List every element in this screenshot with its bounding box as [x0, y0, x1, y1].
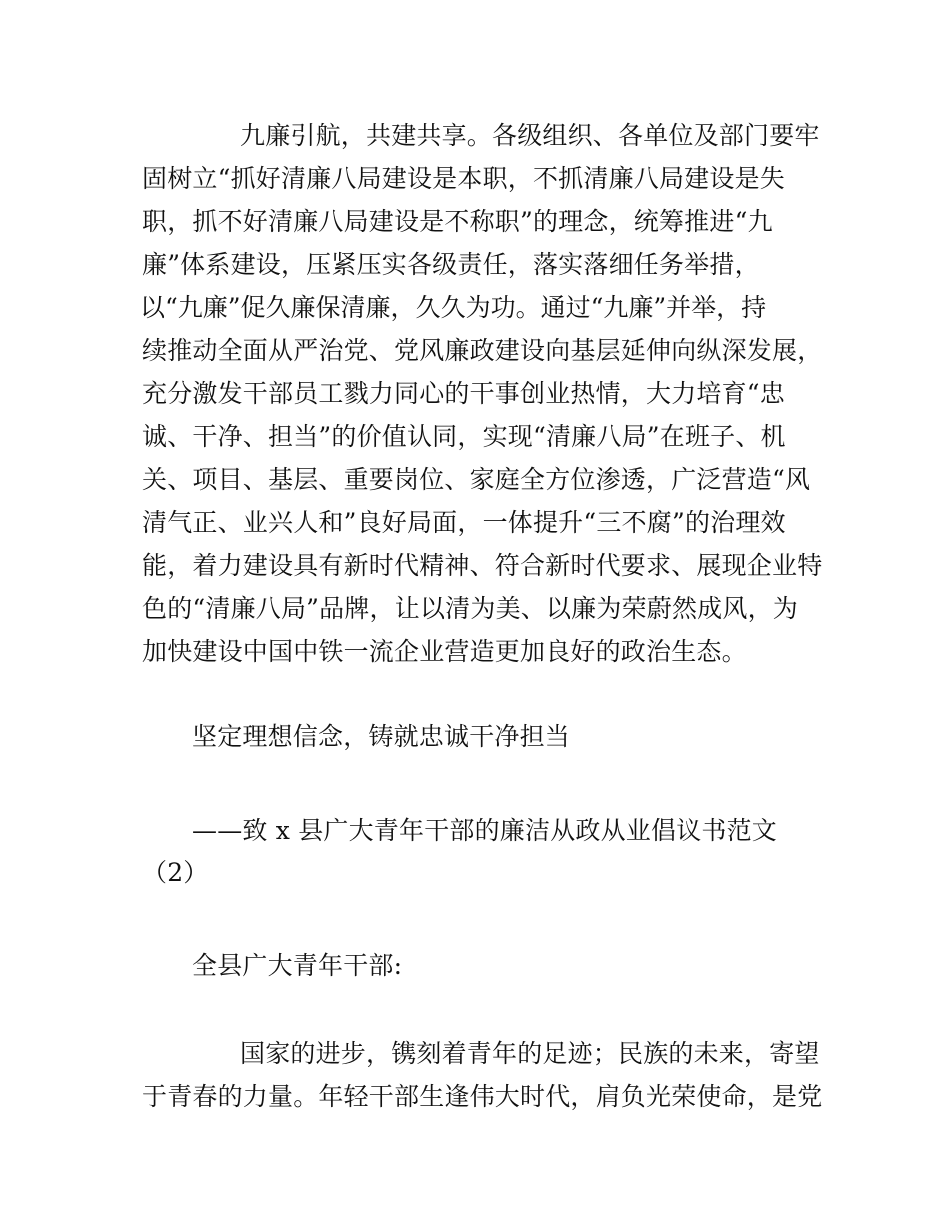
paragraph-1-line-9: 关、项目、基层、重要岗位、家庭全方位渗透，广泛营造“风 — [142, 465, 811, 494]
paragraph-1-line-3: 职，抓不好清廉八局建设是不称职”的理念，统筹推进“九 — [142, 207, 773, 236]
paragraph-1-line-12: 色的“清廉八局”品牌，让以清为美、以廉为荣蔚然成风，为 — [142, 594, 798, 623]
paragraph-1-line-10: 清气正、业兴人和”良好局面，一体提升“三不腐”的治理效 — [142, 508, 786, 537]
paragraph-1-line-6: 续推动全面从严治党、党风廉政建设向基层延伸向纵深发展， — [142, 336, 823, 365]
paragraph-2-line-1: 国家的进步，镌刻着青年的足迹；民族的未来，寄望 — [240, 1039, 820, 1068]
subtitle-line-2: （2） — [142, 858, 209, 887]
paragraph-1-line-8: 诚、干净、担当”的价值认同，实现“清廉八局”在班子、机 — [142, 422, 786, 451]
paragraph-1-line-4: 廉”体系建设，压紧压实各级责任，落实落细任务举措， — [142, 250, 760, 279]
paragraph-1-line-13: 加快建设中国中铁一流企业营造更加良好的政治生态。 — [142, 637, 747, 666]
salutation: 全县广大青年干部: — [192, 951, 403, 980]
section-heading: 坚定理想信念，铸就忠诚干净担当 — [192, 722, 571, 751]
paragraph-1-line-7: 充分激发干部员工戮力同心的干事创业热情，大力培育“忠 — [142, 379, 785, 408]
paragraph-1-line-11: 能，着力建设具有新时代精神、符合新时代要求、展现企业特 — [142, 551, 823, 580]
subtitle-line-1: ——致 x 县广大青年干部的廉洁从政从业倡议书范文 — [192, 816, 777, 845]
paragraph-1-line-2: 固树立“抓好清廉八局建设是本职，不抓清廉八局建设是失 — [142, 164, 785, 193]
paragraph-1-line-1: 九廉引航，共建共享。各级组织、各单位及部门要牢 — [240, 121, 820, 150]
paragraph-1-line-5: 以“九廉”促久廉保清廉，久久为功。通过“九廉”并举，持 — [140, 293, 767, 322]
paragraph-2-line-2: 于青春的力量。年轻干部生逢伟大时代，肩负光荣使命，是党 — [142, 1082, 823, 1111]
